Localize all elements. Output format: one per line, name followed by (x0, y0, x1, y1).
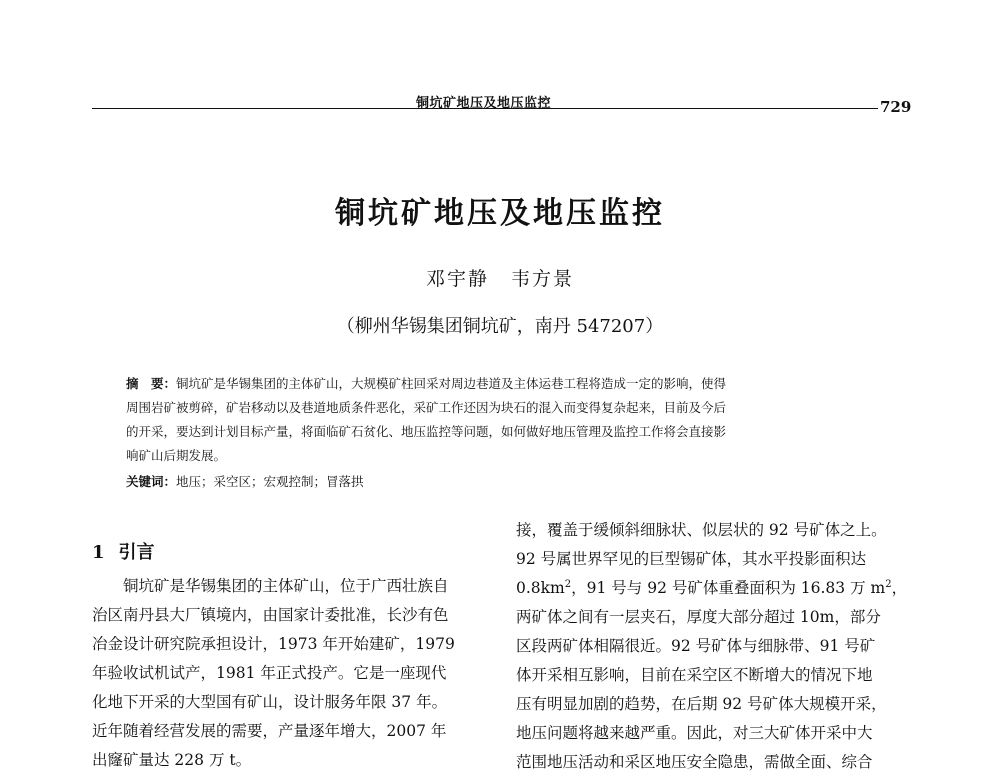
page-number: 729 (880, 98, 912, 116)
section-number: 1 (92, 542, 105, 563)
body-line: 治区南丹县大厂镇境内，由国家计委批准，长沙有色 (92, 606, 449, 624)
body-fragment: ，91 号与 92 号矿体重叠面积为 16.83 万 m (571, 579, 886, 597)
body-line: 近年随着经营发展的需要，产量逐年增大，2007 年 (92, 722, 447, 740)
author-1: 邓宇静 (425, 268, 489, 290)
abstract-label: 摘 要： (126, 376, 177, 391)
affiliation: （柳州华锡集团铜坑矿，南丹 547207） (336, 316, 664, 337)
section-title: 引言 (118, 542, 155, 563)
superscript: 2 (564, 578, 572, 590)
section-heading (92, 538, 155, 564)
body-line: 年验收试机试产，1981 年正式投产。它是一座现代 (92, 664, 447, 682)
body-line: 化地下开采的大型国有矿山，设计服务年限 37 年。 (92, 693, 448, 711)
body-line: 出窿矿量达 228 万 t。 (92, 751, 252, 769)
body-line: 冶金设计研究院承担设计，1973 年开始建矿，1979 (92, 635, 455, 653)
running-head: 铜坑矿地压及地压监控 (416, 96, 552, 111)
author-2: 韦方景 (511, 268, 575, 290)
body-line: 区段两矿体相隔很近。92 号矿体与细脉带、91 号矿 (516, 637, 876, 655)
body-line: 铜坑矿是华锡集团的主体矿山，位于广西壮族自 (123, 577, 449, 595)
superscript: 2 (885, 578, 892, 590)
keywords-text: 地压；采空区；宏观控制；冒落拱 (176, 474, 364, 489)
body-line: 两矿体之间有一层夹石，厚度大部分超过 10m，部分 (516, 608, 881, 626)
body-column-left (92, 572, 484, 775)
body-line: 地压问题将越来越严重。因此，对三大矿体开采中大 (516, 724, 873, 742)
body-line: 体开采相互影响，目前在采空区不断增大的情况下地 (516, 666, 873, 684)
article-title: 铜坑矿地压及地压监控 (335, 196, 665, 231)
abstract (126, 372, 878, 468)
body-line: 压有明显加剧的趋势，在后期 92 号矿体大规模开采， (516, 695, 887, 713)
body-fragment: 0.8km (516, 579, 565, 597)
keywords-label: 关键词： (126, 474, 177, 489)
authors (0, 264, 1000, 291)
body-line (516, 574, 908, 603)
body-line: 接，覆盖于缓倾斜细脉状、似层状的 92 号矿体之上。 (516, 521, 887, 539)
abstract-line: 周围岩矿被剪碎，矿岩移动以及巷道地质条件恶化，采矿工作还因为块石的混入而变得复杂起来，目前及今后 (126, 400, 727, 415)
abstract-line-text: 铜坑矿是华锡集团的主体矿山，大规模矿柱回采对周边巷道及主体运巷工程将造成一定的影响，使得 (176, 376, 727, 391)
body-column-right (516, 516, 908, 777)
abstract-line: 响矿山后期发展。 (126, 448, 227, 463)
body-fragment: ， (891, 579, 908, 597)
body-line: 范围地压活动和采区地压安全隐患，需做全面、综合 (516, 753, 873, 771)
header-rule (92, 108, 878, 109)
keywords (126, 470, 364, 494)
abstract-line (126, 372, 878, 396)
body-line: 92 号属世界罕见的巨型锡矿体，其水平投影面积达 (516, 550, 867, 568)
abstract-line: 的开采，要达到计划目标产量，将面临矿石贫化、地压监控等问题，如何做好地压管理及监控工作将会直接影 (126, 424, 727, 439)
